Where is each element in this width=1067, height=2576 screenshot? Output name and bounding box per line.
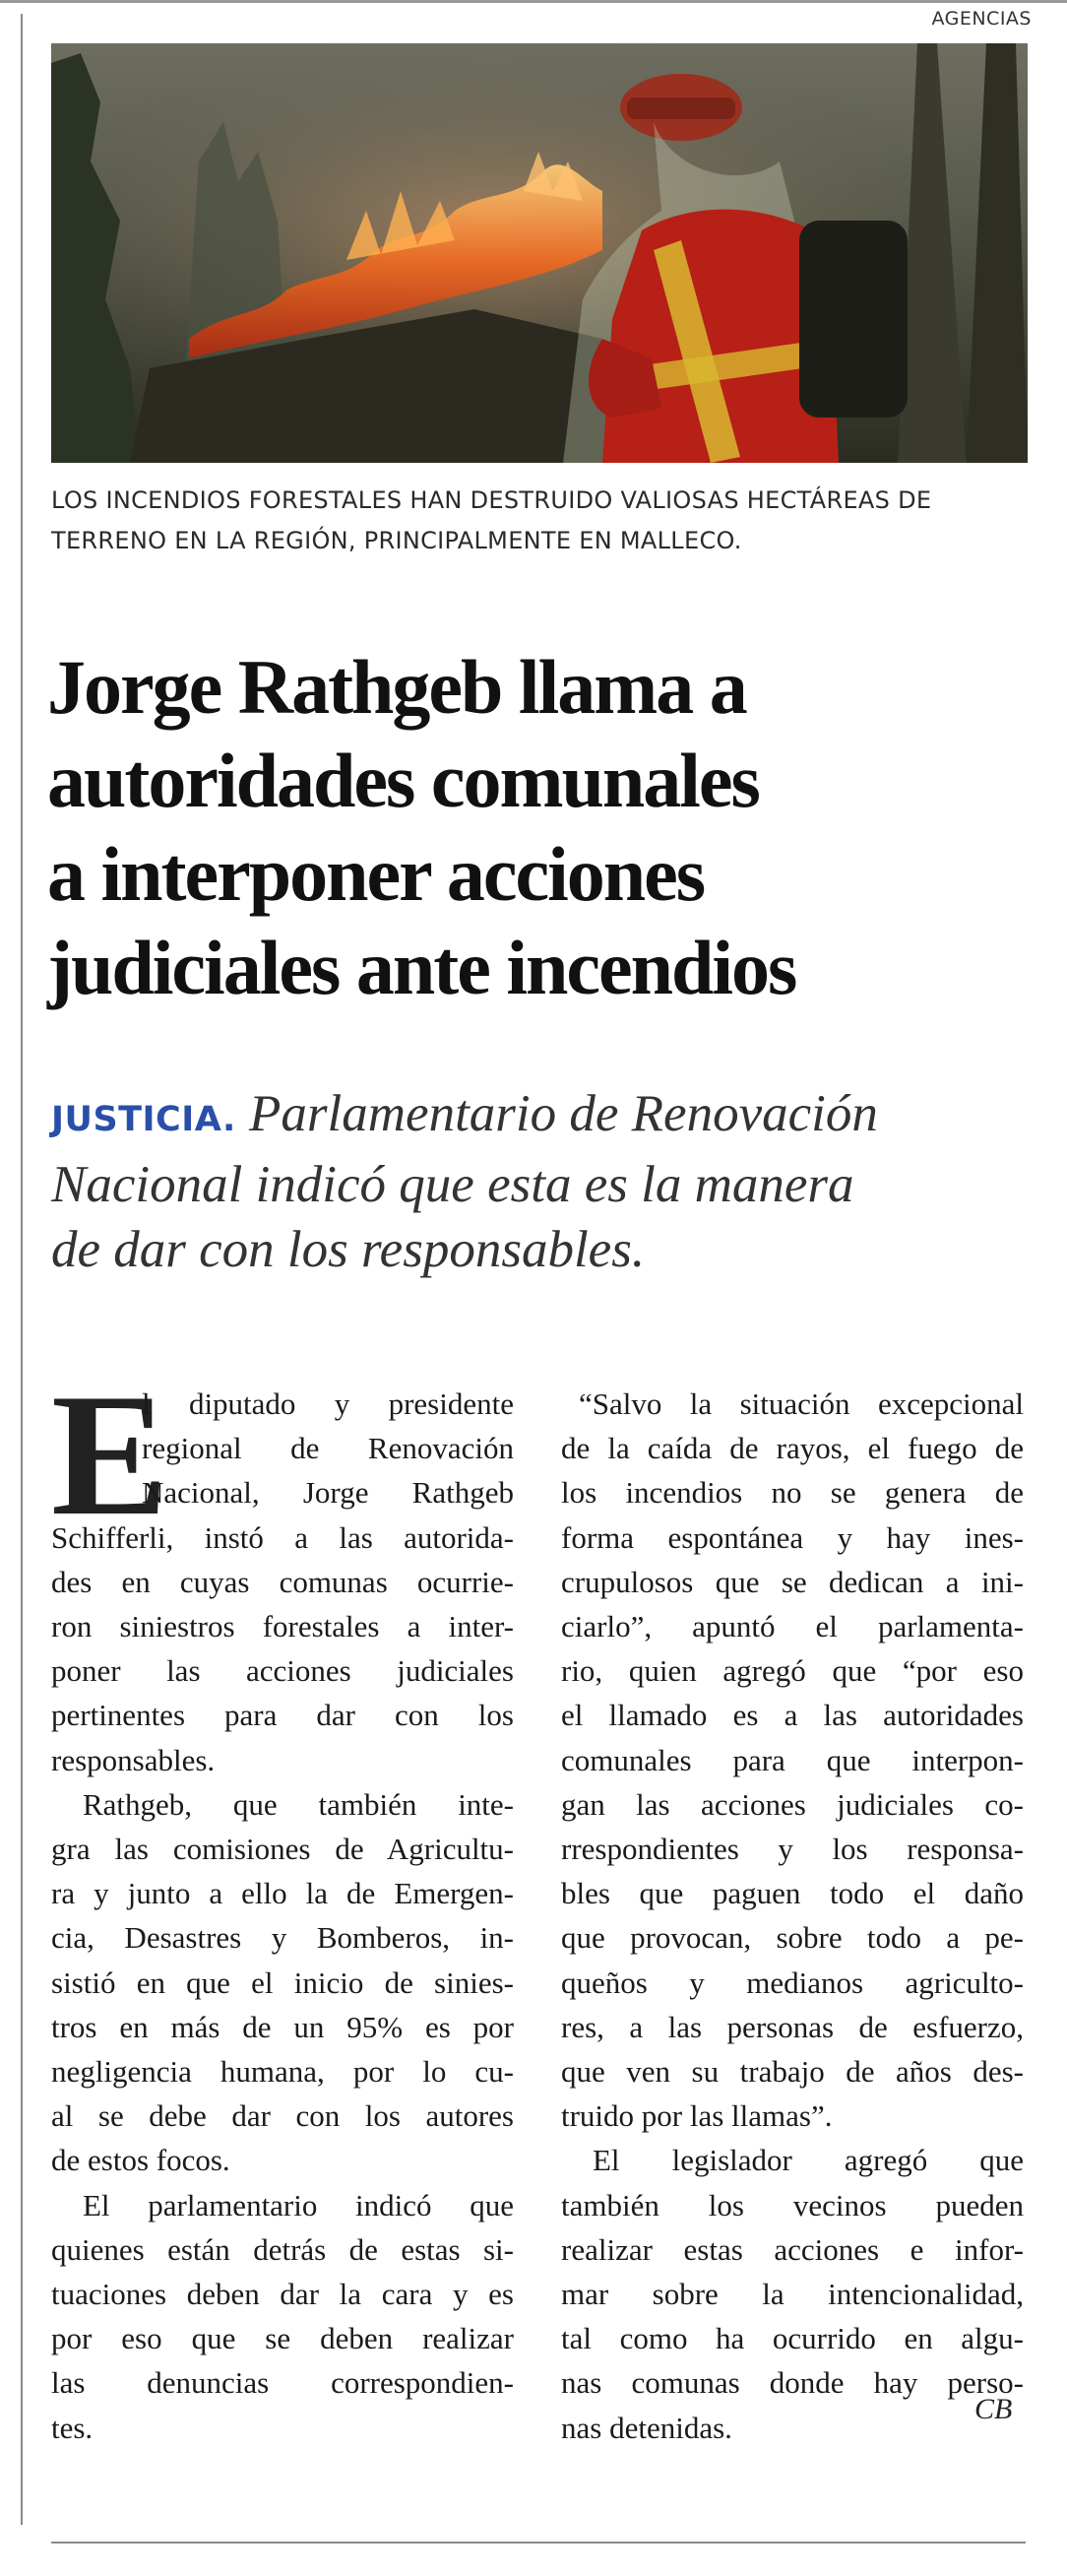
body-line: bles que paguen todo el daño <box>561 1876 1024 1911</box>
body-line: ciarlo”, apuntó el parlamenta- <box>561 1609 1024 1644</box>
body-line: de la caída de rayos, el fuego de <box>561 1431 1024 1466</box>
deck-line-1-wrap <box>51 1081 1036 1152</box>
body-line: Nacional, Jorge Rathgeb <box>142 1475 514 1511</box>
deck-line-3: de dar con los responsables. <box>51 1221 646 1278</box>
body-line: poner las acciones judiciales <box>51 1653 514 1689</box>
body-column-right <box>561 1382 1024 2450</box>
caption-line-2: TERRENO EN LA REGIÓN, PRINCIPALMENTE EN MALLECO. <box>51 527 742 554</box>
body-line: crupulosos que se dedican a ini- <box>561 1564 1024 1599</box>
body-line: comunales para que interpon- <box>561 1742 1024 1777</box>
body-column-left <box>51 1357 514 2450</box>
body-line: el llamado es a las autoridades <box>561 1698 1024 1733</box>
bottom-rule <box>51 2542 1026 2544</box>
body-line: mar sobre la intencionalidad, <box>561 2277 1024 2312</box>
body-line: tes. <box>51 2410 94 2445</box>
body-line: tros en más de un 95% es por <box>51 2009 514 2044</box>
deck-line-1: Parlamentario de Renovación <box>249 1085 878 1142</box>
section-kicker: JUSTICIA. <box>51 1100 236 1139</box>
article-headline <box>47 640 1032 1014</box>
body-line: nas comunas donde hay perso- <box>561 2365 1024 2401</box>
body-line: cia, Desastres y Bomberos, in- <box>51 1920 514 1956</box>
body-line: tuaciones deben dar la cara y es <box>51 2277 514 2312</box>
body-line: también los vecinos pueden <box>561 2187 1024 2222</box>
body-line: l diputado y presidente <box>142 1386 514 1421</box>
body-line: de estos focos. <box>51 2143 230 2178</box>
body-line: que ven su trabajo de años des- <box>561 2054 1024 2090</box>
body-line: ra y junto a ello la de Emergen- <box>51 1876 514 1911</box>
wildfire-photo <box>51 43 1028 463</box>
headline-line-1: Jorge Rathgeb llama a <box>47 644 746 730</box>
body-line: “Salvo la situación excepcional <box>579 1386 1024 1421</box>
body-line: las denuncias correspondien- <box>51 2365 514 2401</box>
body-line: sistió en que el inicio de sinies- <box>51 1964 514 2000</box>
body-line: negligencia humana, por lo cu- <box>51 2054 514 2090</box>
body-line: regional de Renovación <box>142 1431 514 1466</box>
top-rule <box>0 0 1067 3</box>
body-line: que provocan, sobre todo a pe- <box>561 1920 1024 1956</box>
left-column-rule <box>21 14 23 2525</box>
body-line: por eso que se deben realizar <box>51 2321 514 2356</box>
body-line: forma espontánea y hay ines- <box>561 1519 1024 1555</box>
caption-line-1: LOS INCENDIOS FORESTALES HAN DESTRUIDO VALIOSAS HECTÁREAS DE <box>51 486 932 514</box>
body-line: pertinentes para dar con los <box>51 1698 514 1733</box>
photo-caption <box>51 481 1026 561</box>
body-line: res, a las personas de esfuerzo, <box>561 2009 1024 2044</box>
body-line: ron siniestros forestales a inter- <box>51 1609 514 1644</box>
body-line: al se debe dar con los autores <box>51 2098 514 2134</box>
body-line: El legislador agregó que <box>593 2143 1024 2178</box>
photo-credit: AGENCIAS <box>931 8 1032 30</box>
body-line: des en cuyas comunas ocurrie- <box>51 1564 514 1599</box>
headline-line-3: a interponer acciones <box>47 831 705 917</box>
body-line: realizar estas acciones e infor- <box>561 2231 1024 2267</box>
body-line: queños y medianos agriculto- <box>561 1964 1024 2000</box>
drop-cap: E <box>51 1357 168 1552</box>
body-line: rio, quien agregó que “por eso <box>561 1653 1024 1689</box>
body-line: gra las comisiones de Agricultu- <box>51 1832 514 1867</box>
article-deck <box>51 1081 1036 1282</box>
body-line: Rathgeb, que también inte- <box>83 1786 514 1822</box>
body-line: tal como ha ocurrido en algu- <box>561 2321 1024 2356</box>
deck-line-2: Nacional indicó que esta es la manera <box>51 1156 854 1213</box>
body-line: nas detenidas. <box>561 2410 732 2445</box>
body-line: quienes están detrás de estas si- <box>51 2231 514 2267</box>
headline-line-4: judiciales ante incendios <box>47 925 796 1010</box>
body-line: El parlamentario indicó que <box>83 2187 514 2222</box>
body-line: responsables. <box>51 1742 216 1777</box>
wildfire-firefighter-photo-icon <box>51 43 1028 463</box>
headline-line-2: autoridades comunales <box>47 738 759 823</box>
body-line: gan las acciones judiciales co- <box>561 1786 1024 1822</box>
body-line: truido por las llamas”. <box>561 2098 833 2134</box>
body-line: rrespondientes y los responsa- <box>561 1832 1024 1867</box>
body-line: los incendios no se genera de <box>561 1475 1024 1511</box>
body-line: Schifferli, instó a las autorida- <box>51 1519 514 1555</box>
author-signature: CB <box>974 2393 1013 2425</box>
